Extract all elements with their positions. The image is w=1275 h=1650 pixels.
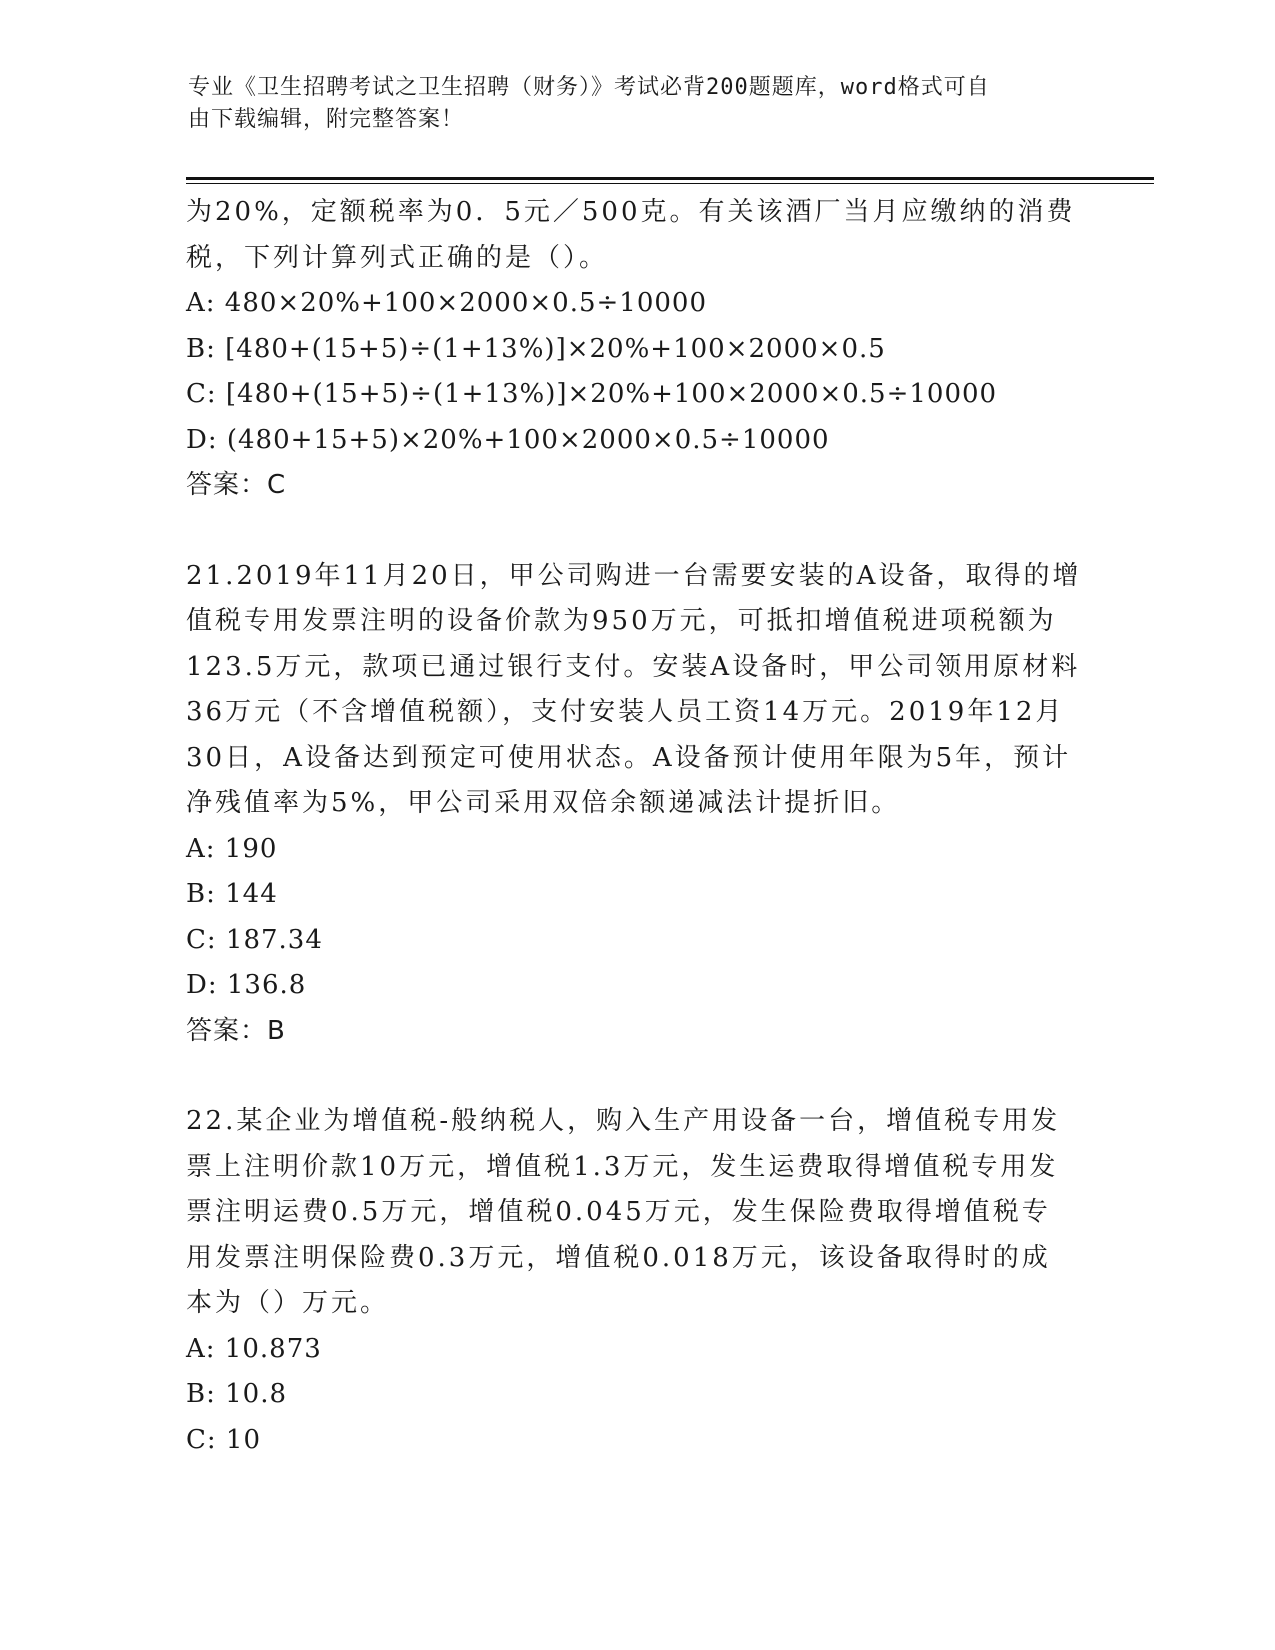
question-stem-line: 票注明运费0.5万元，增值税0.045万元，发生保险费取得增值税专 [186,1197,1051,1227]
question-20 [186,190,1086,509]
question-stem-line: 税，下列计算列式正确的是（）。 [186,242,609,273]
question-stem-line: 票上注明价款10万元，增值税1.3万元，发生运费取得增值税专用发 [186,1151,1059,1182]
option-a: A: 480×20%+100×2000×0.5÷10000 [186,288,707,318]
answer-line: 答案：B [186,1015,286,1046]
option-a: A: 190 [186,833,278,864]
option-b: B: 10.8 [186,1379,288,1409]
option-b: B: [480+(15+5)÷(1+13%)]×20%+100×2000×0.5 [186,333,886,364]
question-stem-line: 21.2019年11月20日，甲公司购进一台需要安装的A设备，取得的增 [186,560,1082,591]
option-d: D: 136.8 [186,970,307,1000]
question-stem-line: 123.5万元，款项已通过银行支付。安装A设备时，甲公司领用原材料 [186,651,1081,682]
question-stem-line: 用发票注明保险费0.3万元，增值税0.018万元，该设备取得时的成 [186,1242,1051,1273]
question-22 [186,1099,1086,1463]
spacer [186,509,1086,554]
page-header [188,72,1068,136]
header-rule-thin [186,183,1154,184]
answer-line: 答案：C [186,470,287,500]
option-b: B: 144 [186,879,278,909]
question-stem-line: 本为（）万元。 [186,1288,390,1318]
document-body [186,190,1086,1463]
option-c: C: [480+(15+5)÷(1+13%)]×20%+100×2000×0.5÷10000 [186,379,998,409]
question-21 [186,554,1086,1055]
question-stem-line: 为20%，定额税率为0．5元／500克。有关该酒厂当月应缴纳的消费 [186,197,1076,227]
question-stem-line: 22.某企业为增值税-般纳税人，购入生产用设备一台，增值税专用发 [186,1106,1061,1136]
spacer [186,1054,1086,1099]
option-d: D: (480+15+5)×20%+100×2000×0.5÷10000 [186,424,830,455]
question-stem-line: 值税专用发票注明的设备价款为950万元，可抵扣增值税进项税额为 [186,606,1057,636]
option-c: C: 10 [186,1424,262,1455]
option-c: C: 187.34 [186,924,323,955]
question-stem-line: 30日，A设备达到预定可使用状态。A设备预计使用年限为5年，预计 [186,742,1072,773]
question-stem-line: 净残值率为5%，甲公司采用双倍余额递减法计提折旧。 [186,788,901,818]
header-line-2: 由下载编辑，附完整答案！ [188,107,465,132]
header-rule-thick [186,177,1154,180]
header-line-1: 专业《卫生招聘考试之卫生招聘（财务）》考试必背200题题库，word格式可自 [188,75,990,100]
option-a: A: 10.873 [186,1333,322,1364]
question-stem-line: 36万元（不含增值税额），支付安装人员工资14万元。2019年12月 [186,697,1065,727]
